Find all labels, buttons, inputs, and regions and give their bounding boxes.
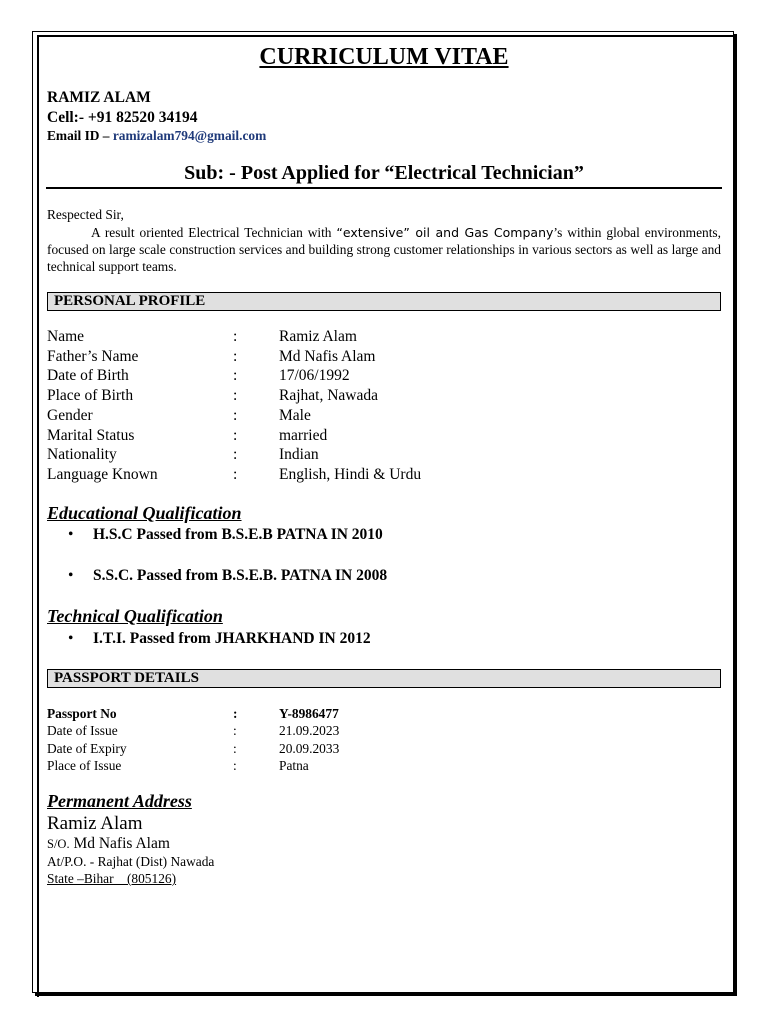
row-label: Marital Status: [47, 426, 135, 444]
address-name: Ramiz Alam: [47, 813, 143, 834]
row-label: Nationality: [47, 446, 117, 464]
row-value: Indian: [279, 446, 319, 464]
subject-line: Sub: - Post Applied for “Electrical Technician”: [184, 162, 584, 184]
row-value: Y-8986477: [279, 706, 339, 721]
address-so-prefix: S/O.: [47, 837, 70, 851]
row-value: 21.09.2023: [279, 723, 340, 739]
address-line2: State –Bihar (805126): [47, 871, 177, 886]
document-title: CURRICULUM VITAE: [259, 44, 509, 70]
row-value: 17/06/1992: [279, 367, 350, 385]
row-separator: :: [233, 706, 238, 721]
row-label: Language Known: [47, 465, 158, 483]
address-so: [47, 835, 170, 853]
row-value: Md Nafis Alam: [279, 347, 376, 365]
address-heading: Permanent Address: [47, 791, 192, 811]
row-separator: :: [233, 426, 238, 444]
row-value: English, Hindi & Urdu: [279, 465, 422, 483]
row-label: Date of Expiry: [47, 740, 127, 756]
row-label: Name: [47, 328, 85, 345]
row-value: married: [279, 426, 328, 444]
cell-number: Cell:- +91 82520 34194: [47, 109, 198, 126]
row-separator: :: [233, 723, 237, 739]
list-item-text: I.T.I. Passed from JHARKHAND IN 2012: [93, 630, 371, 647]
row-separator: :: [233, 757, 237, 773]
row-separator: :: [233, 328, 238, 345]
row-separator: :: [233, 387, 238, 405]
row-separator: :: [233, 446, 238, 464]
intro-text-c: ’s within global environments, focused on large scale construction services and building strong customer relationships in various sectors as well as large and technical support teams.: [47, 225, 721, 274]
bullet-icon: •: [68, 630, 74, 647]
email-address: ramizalam794@gmail.com: [112, 128, 267, 143]
applicant-name: RAMIZ ALAM: [47, 89, 151, 106]
row-separator: :: [233, 465, 238, 483]
bullet-icon: •: [68, 567, 74, 584]
passport-heading: PASSPORT DETAILS: [47, 669, 721, 688]
row-label: Father’s Name: [47, 347, 139, 365]
technical-heading: Technical Qualification: [47, 606, 223, 626]
intro-text-b: “extensive” oil and Gas Company: [336, 225, 554, 240]
address-so-name: Md Nafis Alam: [69, 835, 170, 852]
row-label: Date of Birth: [47, 367, 129, 385]
row-separator: :: [233, 347, 238, 365]
email-line: [47, 128, 266, 144]
personal-profile-heading: PERSONAL PROFILE: [47, 292, 721, 311]
row-label: Date of Issue: [47, 723, 118, 739]
salutation: Respected Sir,: [47, 207, 124, 222]
intro-text-a: A result oriented Electrical Technician with: [91, 225, 337, 240]
row-label: Passport No: [47, 706, 117, 721]
row-label: Place of Birth: [47, 387, 134, 405]
row-value: Rajhat, Nawada: [279, 387, 378, 405]
intro-paragraph: [47, 224, 721, 275]
row-value: 20.09.2033: [279, 740, 340, 756]
row-separator: :: [233, 367, 238, 385]
subject-divider: [46, 187, 722, 189]
list-item-text: H.S.C Passed from B.S.E.B PATNA IN 2010: [93, 526, 383, 543]
list-item-text: S.S.C. Passed from B.S.E.B. PATNA IN 2008: [93, 567, 388, 584]
row-value: Patna: [279, 757, 309, 773]
row-separator: :: [233, 406, 238, 424]
row-value: Ramiz Alam: [279, 328, 357, 345]
address-line1: At/P.O. - Rajhat (Dist) Nawada: [47, 854, 215, 869]
row-separator: :: [233, 740, 237, 756]
bullet-icon: •: [68, 526, 74, 543]
educational-heading: Educational Qualification: [47, 503, 242, 523]
row-label: Gender: [47, 406, 93, 424]
email-label: Email ID –: [47, 128, 113, 143]
row-value: Male: [279, 406, 311, 424]
row-label: Place of Issue: [47, 757, 122, 773]
